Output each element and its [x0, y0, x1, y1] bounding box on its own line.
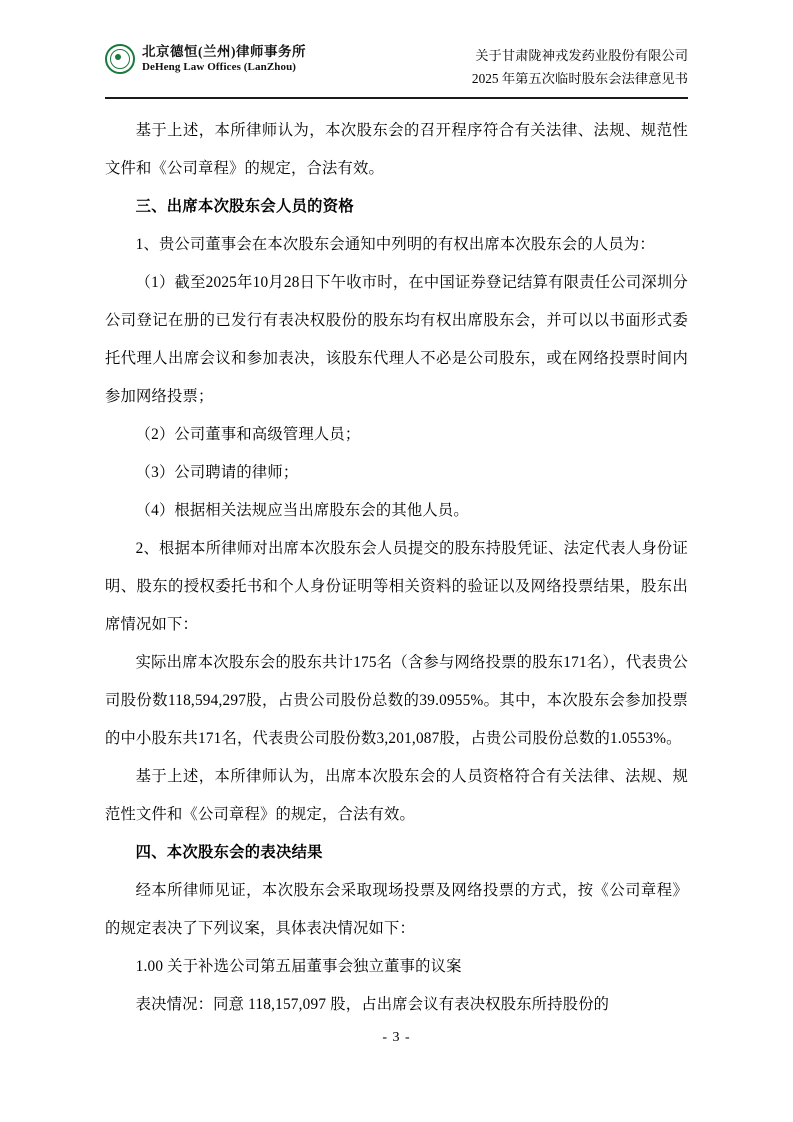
- paragraph-attendee-item-4: （4）根据相关法规应当出席股东会的其他人员。: [135, 502, 469, 519]
- page-number: - 3 -: [382, 1030, 411, 1045]
- document-body: [105, 112, 688, 1024]
- paragraph-proposal-1-result: 表决情况：同意 118,157,097 股，占出席会议有表决权股东所持股份的: [135, 996, 610, 1013]
- paragraph-verification-intro: 2、根据本所律师对出席本次股东会人员提交的股东持股凭证、法定代表人身份证明、股东的授权委托书和个人身份证明等相关资料的验证以及网络投票结果，股东出席情况如下：: [105, 540, 688, 633]
- page-footer: [0, 1030, 793, 1046]
- paragraph-proposal-1-title: 1.00 关于补选公司第五届董事会独立董事的议案: [135, 958, 462, 975]
- header-title-line-2: 2025 年第五次临时股东会法律意见书: [471, 71, 688, 87]
- paragraph-attendee-item-2: （2）公司董事和高级管理人员；: [135, 426, 361, 443]
- paragraph-conclusion-convening: 基于上述，本所律师认为，本次股东会的召开程序符合有关法律、法规、规范性文件和《公司章程》的规定，合法有效。: [105, 122, 688, 177]
- firm-name-en: DeHeng Law Offices (LanZhou): [142, 60, 297, 73]
- paragraph-attendee-item-1: （1）截至2025年10月28日下午收市时，在中国证券登记结算有限责任公司深圳分公司登记在册的已发行有表决权股份的股东均有权出席股东会，并可以以书面形式委托代理人出席会议和参加表决，该股东代理人不必是公司股东，或在网络投票时间内参加网络投票；: [105, 274, 688, 405]
- section-heading-three: 三、出席本次股东会人员的资格: [135, 198, 354, 215]
- paragraph-attendee-item-3: （3）公司聘请的律师；: [135, 464, 299, 481]
- paragraph-conclusion-qualification: 基于上述，本所律师认为，出席本次股东会的人员资格符合有关法律、法规、规范性文件和《公司章程》的规定，合法有效。: [105, 768, 688, 823]
- header-title-line-1: 关于甘肃陇神戎发药业股份有限公司: [475, 48, 688, 63]
- header-divider: [105, 97, 688, 99]
- paragraph-attendee-list-intro: 1、贵公司董事会在本次股东会通知中列明的有权出席本次股东会的人员为：: [135, 236, 655, 253]
- paragraph-voting-intro: 经本所律师见证，本次股东会采取现场投票及网络投票的方式，按《公司章程》的规定表决了下列议案，具体表决情况如下：: [105, 882, 688, 937]
- firm-name-cn: 北京德恒(兰州)律师事务所: [142, 44, 306, 59]
- section-heading-four: 四、本次股东会的表决结果: [135, 844, 323, 861]
- page-header: [105, 44, 688, 91]
- firm-name: [142, 44, 306, 75]
- paragraph-attendance-statistics: 实际出席本次股东会的股东共计175名（含参与网络投票的股东171名），代表贵公司股份数118,594,297股，占贵公司股份总数的39.0955%。其中，本次股东会参加投票的中小股东共171名，代表贵公司股份数3,201,087股，占贵公司股份总数的1.0553%。: [105, 654, 688, 747]
- firm-logo: [105, 44, 306, 75]
- deheng-logo-icon: [105, 44, 135, 74]
- header-document-title: [472, 44, 688, 91]
